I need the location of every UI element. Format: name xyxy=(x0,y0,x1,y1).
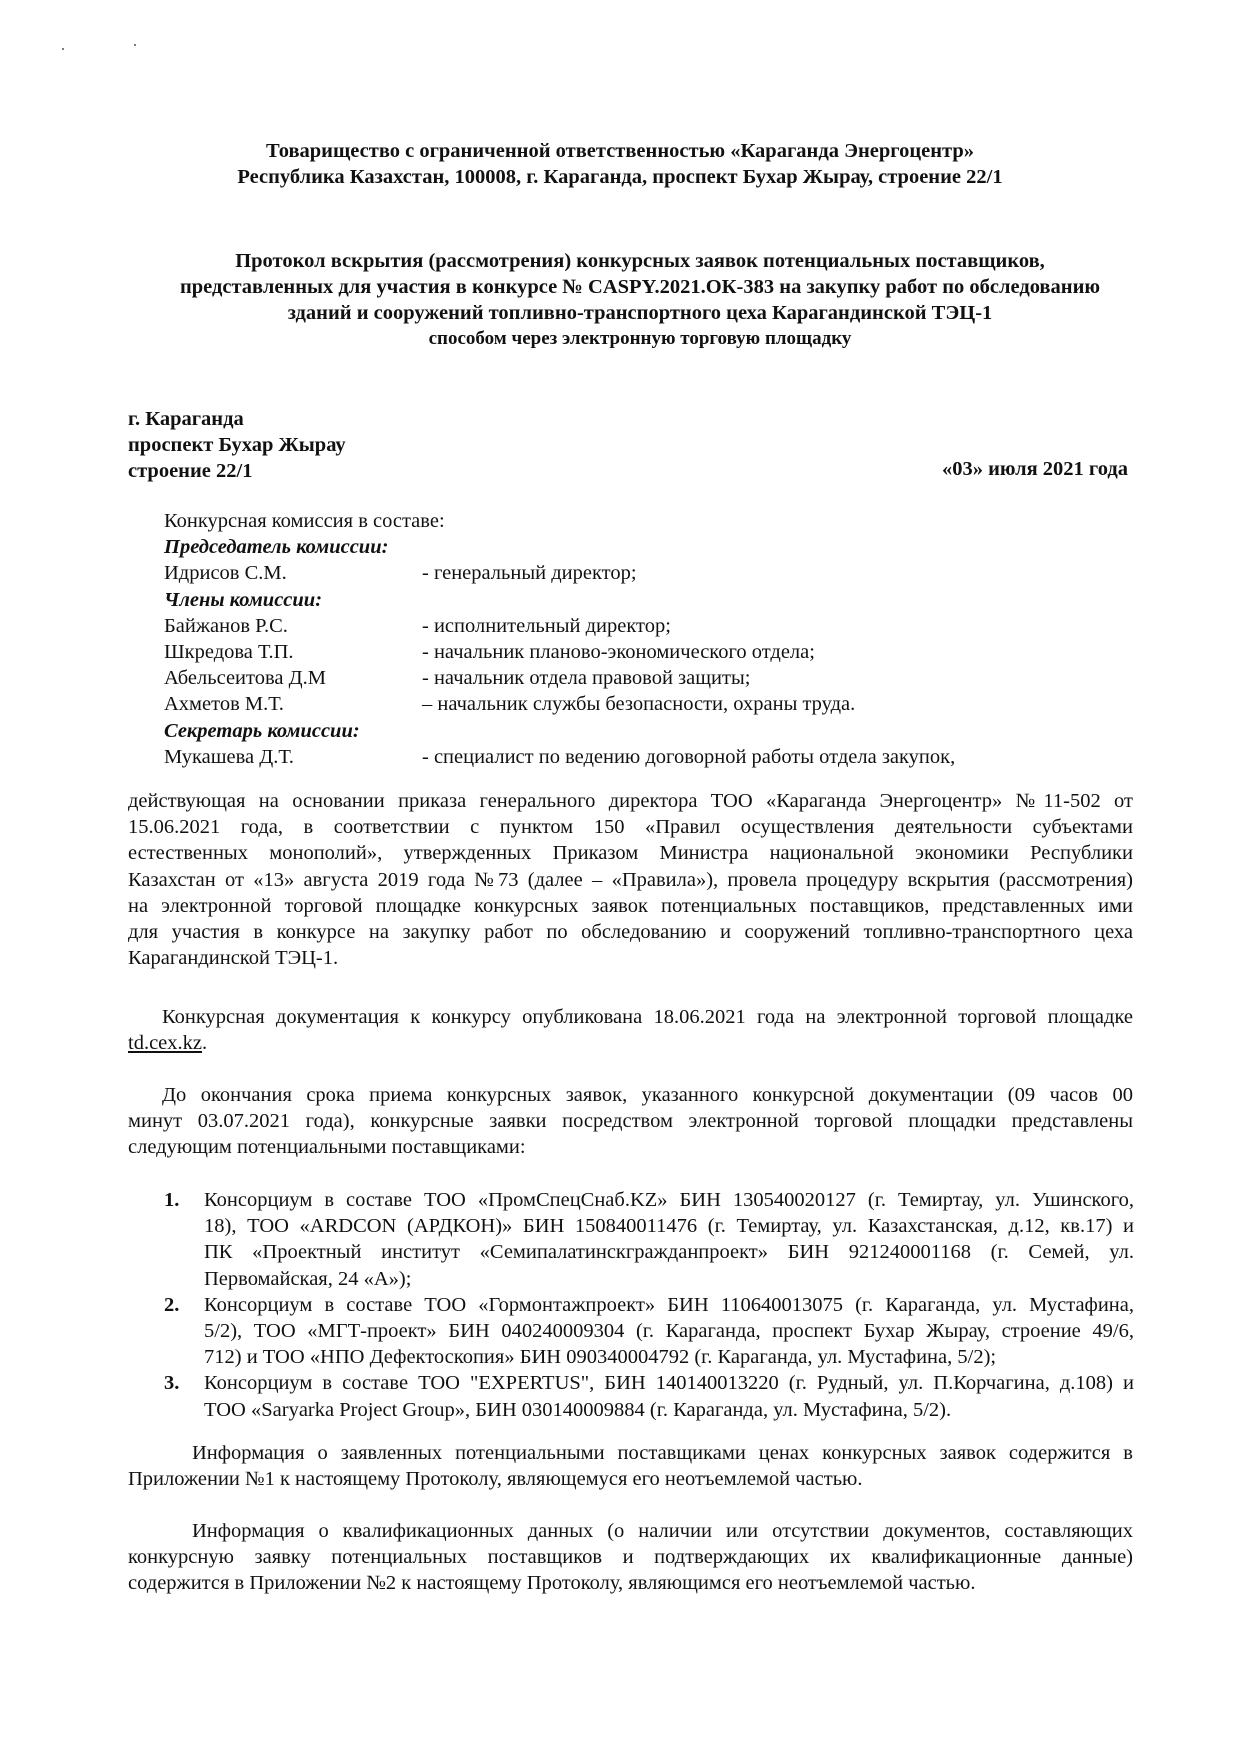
list-item xyxy=(164,1292,1134,1371)
title-line: Протокол вскрытия (рассмотрения) конкурсных заявок потенциальных поставщиков, xyxy=(235,250,1045,272)
member-role: - специалист по ведению договорной работы отдела закупок, xyxy=(422,745,956,768)
member-name: Абельсеитова Д.М xyxy=(164,667,326,690)
members-caption: Члены комиссии: xyxy=(164,588,323,611)
protocol-title xyxy=(120,248,1160,352)
commission-row xyxy=(164,744,1064,770)
trading-platform-link[interactable]: td.cex.kz xyxy=(128,1032,202,1055)
list-line: Консорциум в составе ТОО «Гормонтажпроект» БИН 110640013075 (г. Караганда, ул. Мустафина, xyxy=(204,1293,1134,1316)
paragraph-line: на электронной торговой площадке конкурсных заявок потенциальных поставщиков, представленных ими xyxy=(128,894,1133,917)
paragraph-line: Информация о квалификационных данных (о наличии или отсутствии документов, составляющих xyxy=(192,1520,1133,1542)
paragraph-line: минут 03.07.2021 года), конкурсные заявки посредством электронной торговой площадки представлены xyxy=(128,1110,1133,1133)
paragraph-line xyxy=(128,1030,1133,1056)
chair-caption: Председатель комиссии: xyxy=(164,536,389,559)
commission-row xyxy=(164,560,1064,586)
title-line: зданий и сооружений топливно-транспортного цеха Карагандинской ТЭЦ-1 xyxy=(287,302,993,324)
list-item xyxy=(164,1187,1134,1292)
list-number: 1. xyxy=(164,1189,180,1211)
member-name: Идрисов С.М. xyxy=(164,562,287,585)
list-line: ПК «Проектный институт «Семипалатинскгражданпроект» БИН 921240001168 (г. Семей, ул. xyxy=(204,1241,1134,1264)
paragraph-line: Карагандинской ТЭЦ-1. xyxy=(128,947,339,970)
member-role: - генеральный директор; xyxy=(422,562,637,585)
scan-speck xyxy=(134,44,136,46)
paragraph-line: содержится в Приложении №2 к настоящему Протоколу, являющимся его неотъемлемой частью. xyxy=(128,1572,976,1595)
paragraph-line: конкурсную заявку потенциальных поставщиков и подтверждающих их квалификационные данные) xyxy=(128,1546,1133,1569)
member-name: Ахметов М.Т. xyxy=(164,693,284,716)
commission-row xyxy=(164,639,1064,665)
list-line: Консорциум в составе ТОО «ПромСпецСнаб.KZ» БИН 130540020127 (г. Темиртау, ул. Ушинского, xyxy=(204,1189,1134,1211)
list-number: 3. xyxy=(164,1372,180,1395)
list-item xyxy=(164,1370,1134,1422)
member-role: - начальник планово-экономического отдела; xyxy=(422,641,815,664)
commission-row xyxy=(164,691,1064,717)
paragraph-line: следующим потенциальными поставщиками: xyxy=(128,1136,526,1159)
paragraph-line: Казахстан от «13» августа 2019 года №73 (далее – «Правила»), провела процедуру вскрытия (рассмотрения) xyxy=(128,868,1133,891)
list-text xyxy=(204,1370,1134,1422)
secretary-caption: Секретарь комиссии: xyxy=(164,719,360,742)
documentation-paragraph xyxy=(128,1004,1133,1056)
paragraph-line: До окончания срока приема конкурсных заявок, указанного конкурсной документации (09 часов 00 xyxy=(162,1084,1133,1106)
list-line: 18), ТОО «ARDCON (АРДКОН)» БИН 150840011476 (г. Темиртау, ул. Казахстанская, д.12, кв.17) и xyxy=(204,1215,1134,1238)
commission-list xyxy=(164,508,1064,770)
paragraph-line: Приложении №1 к настоящему Протоколу, являющемуся его неотъемлемой частью. xyxy=(128,1468,863,1491)
scan-speck xyxy=(62,48,64,50)
link-period: . xyxy=(202,1032,208,1055)
organization-address: Республика Казахстан, 100008, г. Караганда, проспект Бухар Жырау, строение 22/1 xyxy=(237,166,1003,188)
qualification-paragraph xyxy=(128,1518,1133,1597)
list-line: 712) и ТОО «НПО Дефектоскопия» БИН 090340004792 (г. Караганда, ул. Мустафина, 5/2); xyxy=(204,1346,997,1369)
commission-row xyxy=(164,613,1064,639)
submission-paragraph xyxy=(128,1082,1133,1161)
list-text xyxy=(204,1187,1134,1292)
title-line: способом через электронную торговую площадку xyxy=(428,328,852,349)
member-role: - начальник отдела правовой защиты; xyxy=(422,667,751,690)
member-name: Байжанов Р.С. xyxy=(164,614,288,637)
protocol-place xyxy=(128,406,346,484)
paragraph-line: Конкурсная документация к конкурсу опубликована 18.06.2021 года на электронной торговой площадке xyxy=(162,1006,1133,1028)
prices-paragraph xyxy=(128,1440,1133,1492)
list-line: 5/2), ТОО «МГТ-проект» БИН 040240009304 (г. Караганда, проспект Бухар Жырау, строение 49/6, xyxy=(204,1320,1134,1343)
organization-name: Товарищество с ограниченной ответственностью «Караганда Энергоцентр» xyxy=(265,140,975,162)
member-name: Шкредова Т.П. xyxy=(164,641,294,664)
member-name: Мукашева Д.Т. xyxy=(164,745,294,768)
paragraph-line: действующая на основании приказа генерального директора ТОО «Караганда Энергоцентр» №11-502 от xyxy=(128,790,1133,812)
list-line: Первомайская, 24 «А»); xyxy=(204,1267,412,1290)
commission-row xyxy=(164,665,1064,691)
procedure-paragraph xyxy=(128,788,1133,971)
list-text xyxy=(204,1292,1134,1371)
protocol-date: «03» июля 2021 года xyxy=(941,458,1128,480)
paragraph-line: естественных монополий», утвержденных Приказом Министра национальной экономики Республики xyxy=(128,842,1133,865)
paragraph-line: для участия в конкурсе на закупку работ по обследованию и сооружений топливно-транспортного цеха xyxy=(128,921,1133,944)
list-line: Консорциум в составе ТОО "EXPERTUS", БИН 140140013220 (г. Рудный, ул. П.Корчагина, д.108) и xyxy=(204,1372,1134,1395)
paragraph-line: 15.06.2021 года, в соответствии с пунктом 150 «Правил осуществления деятельности субъектами xyxy=(128,816,1133,839)
list-number: 2. xyxy=(164,1293,180,1316)
member-role: - исполнительный директор; xyxy=(422,614,671,637)
member-role: – начальник службы безопасности, охраны труда. xyxy=(422,693,856,716)
title-line: представленных для участия в конкурсе № CASPY.2021.ОК-383 на закупку работ по обследованию xyxy=(179,276,1101,298)
commission-intro: Конкурсная комиссия в составе: xyxy=(164,510,445,532)
suppliers-list xyxy=(164,1187,1134,1423)
paragraph-line: Информация о заявленных потенциальными поставщиками ценах конкурсных заявок содержится в xyxy=(192,1442,1133,1464)
place-city: г. Караганда xyxy=(128,408,244,430)
organization-header xyxy=(120,138,1120,190)
place-building: строение 22/1 xyxy=(128,460,253,482)
list-line: ТОО «Saryarka Project Group», БИН 030140009884 (г. Караганда, ул. Мустафина, 5/2). xyxy=(204,1398,952,1421)
place-street: проспект Бухар Жырау xyxy=(128,434,346,456)
